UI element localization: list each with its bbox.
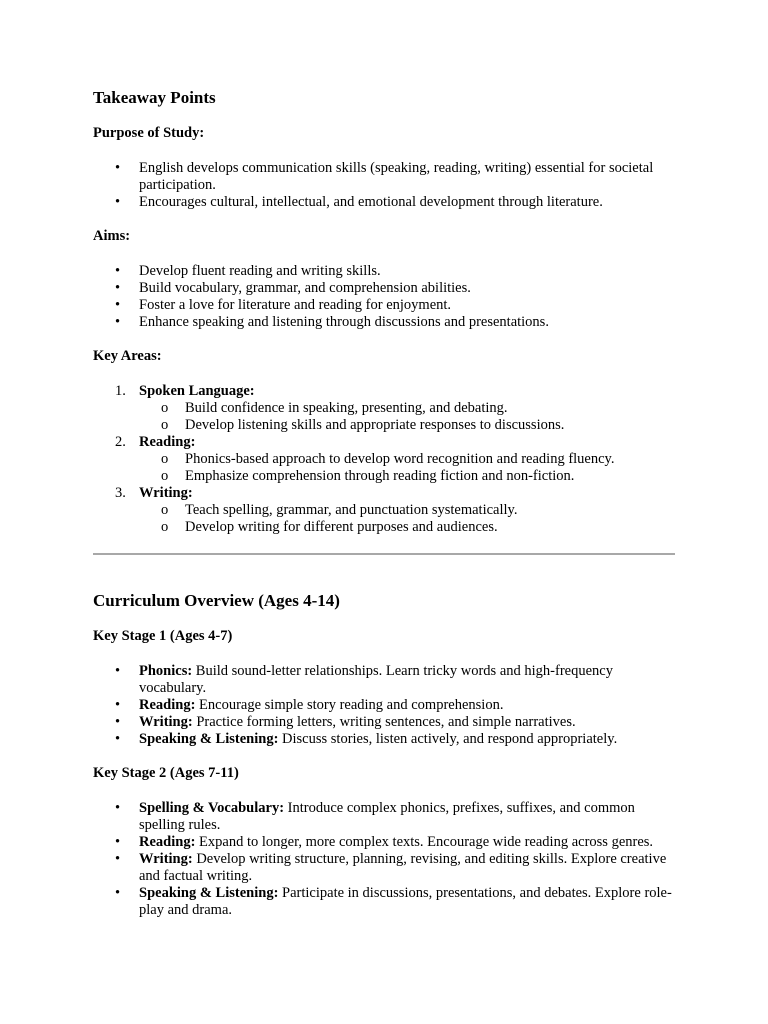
list-number: 2. <box>115 434 126 450</box>
list-item <box>93 194 675 211</box>
circle-bullet-icon: o <box>161 400 169 416</box>
bullet-icon: • <box>115 263 121 279</box>
list-item <box>93 697 675 714</box>
ks1-list <box>93 663 675 748</box>
sub-list-item <box>139 519 675 536</box>
list-number: 3. <box>115 485 126 501</box>
sub-list-item-text: Teach spelling, grammar, and punctuation systematically. <box>185 502 518 518</box>
list-item <box>93 297 675 314</box>
list-item-text: Expand to longer, more complex texts. Encourage wide reading across genres. <box>195 834 654 850</box>
bullet-icon: • <box>115 280 121 296</box>
bullet-icon: • <box>115 194 121 210</box>
list-item-text: Practice forming letters, writing sentences, and simple narratives. <box>192 714 576 730</box>
aims-heading: Aims: <box>93 228 131 244</box>
bullet-icon: • <box>115 160 121 176</box>
list-item <box>93 834 675 851</box>
bullet-icon: • <box>115 731 121 747</box>
list-item-text: Encourage simple story reading and comprehension. <box>195 697 504 713</box>
key-area-title: Spoken Language: <box>139 383 255 399</box>
list-item-text: English develops communication skills (speaking, reading, writing) essential for societal participation. <box>139 160 654 193</box>
circle-bullet-icon: o <box>161 502 169 518</box>
purpose-heading: Purpose of Study: <box>93 125 205 141</box>
list-item <box>93 280 675 297</box>
bullet-icon: • <box>115 834 121 850</box>
list-item-text: Develop writing structure, planning, revising, and editing skills. Explore creative and factual writing. <box>139 851 667 884</box>
key-areas-list <box>93 383 675 536</box>
list-item-text: Build vocabulary, grammar, and comprehension abilities. <box>139 280 471 296</box>
circle-bullet-icon: o <box>161 468 169 484</box>
ks1-heading: Key Stage 1 (Ages 4-7) <box>93 628 233 644</box>
list-item <box>93 663 675 697</box>
list-item-label: Speaking & Listening: <box>139 885 279 901</box>
list-item <box>93 714 675 731</box>
list-item-label: Spelling & Vocabulary: <box>139 800 285 816</box>
list-number: 1. <box>115 383 126 399</box>
list-item-text: Introduce complex phonics, prefixes, suffixes, and common spelling rules. <box>139 800 635 833</box>
bullet-icon: • <box>115 663 121 679</box>
bullet-icon: • <box>115 800 121 816</box>
bullet-icon: • <box>115 885 121 901</box>
list-item-text: Foster a love for literature and reading for enjoyment. <box>139 297 452 313</box>
bullet-icon: • <box>115 697 121 713</box>
key-area-writing <box>93 485 675 536</box>
list-item-label: Phonics: <box>139 663 193 679</box>
list-item <box>93 263 675 280</box>
sub-list-item-text: Emphasize comprehension through reading fiction and non-fiction. <box>185 468 575 484</box>
list-item <box>93 160 675 194</box>
key-areas-heading: Key Areas: <box>93 348 162 364</box>
sub-list-item-text: Develop writing for different purposes and audiences. <box>185 519 498 535</box>
sub-list <box>139 502 675 536</box>
list-item-text: Encourages cultural, intellectual, and emotional development through literature. <box>139 194 603 210</box>
sub-list-item-text: Develop listening skills and appropriate responses to discussions. <box>185 417 565 433</box>
list-item-label: Writing: <box>139 851 193 867</box>
ks2-heading: Key Stage 2 (Ages 7-11) <box>93 765 239 781</box>
key-area-title: Writing: <box>139 485 193 501</box>
sub-list-item-text: Build confidence in speaking, presenting, and debating. <box>185 400 508 416</box>
sub-list-item-text: Phonics-based approach to develop word recognition and reading fluency. <box>185 451 615 467</box>
list-item-label: Writing: <box>139 714 193 730</box>
list-item <box>93 731 675 748</box>
bullet-icon: • <box>115 297 121 313</box>
ks2-list <box>93 800 675 919</box>
list-item-label: Speaking & Listening: <box>139 731 279 747</box>
circle-bullet-icon: o <box>161 451 169 467</box>
key-area-spoken-language <box>93 383 675 434</box>
list-item-text: Enhance speaking and listening through discussions and presentations. <box>139 314 549 330</box>
sub-list-item <box>139 502 675 519</box>
sub-list-item <box>139 468 675 485</box>
aims-list <box>93 263 675 331</box>
takeaway-title: Takeaway Points <box>93 88 216 107</box>
list-item-text: Build sound-letter relationships. Learn tricky words and high-frequency vocabulary. <box>139 663 613 696</box>
bullet-icon: • <box>115 314 121 330</box>
list-item <box>93 314 675 331</box>
key-area-reading <box>93 434 675 485</box>
circle-bullet-icon: o <box>161 417 169 433</box>
purpose-list <box>93 160 675 211</box>
key-area-title: Reading: <box>139 434 196 450</box>
list-item <box>93 851 675 885</box>
bullet-icon: • <box>115 851 121 867</box>
bullet-icon: • <box>115 714 121 730</box>
list-item-text: Discuss stories, listen actively, and respond appropriately. <box>278 731 618 747</box>
list-item-text: Develop fluent reading and writing skills. <box>139 263 381 279</box>
list-item-label: Reading: <box>139 834 196 850</box>
sub-list-item <box>139 451 675 468</box>
list-item-text: Participate in discussions, presentations, and debates. Explore role-play and drama. <box>139 885 672 918</box>
circle-bullet-icon: o <box>161 519 169 535</box>
curriculum-title: Curriculum Overview (Ages 4-14) <box>93 591 340 610</box>
list-item <box>93 885 675 919</box>
list-item <box>93 800 675 834</box>
sub-list <box>139 400 675 434</box>
sub-list <box>139 451 675 485</box>
list-item-label: Reading: <box>139 697 196 713</box>
horizontal-divider <box>93 553 675 555</box>
sub-list-item <box>139 417 675 434</box>
sub-list-item <box>139 400 675 417</box>
